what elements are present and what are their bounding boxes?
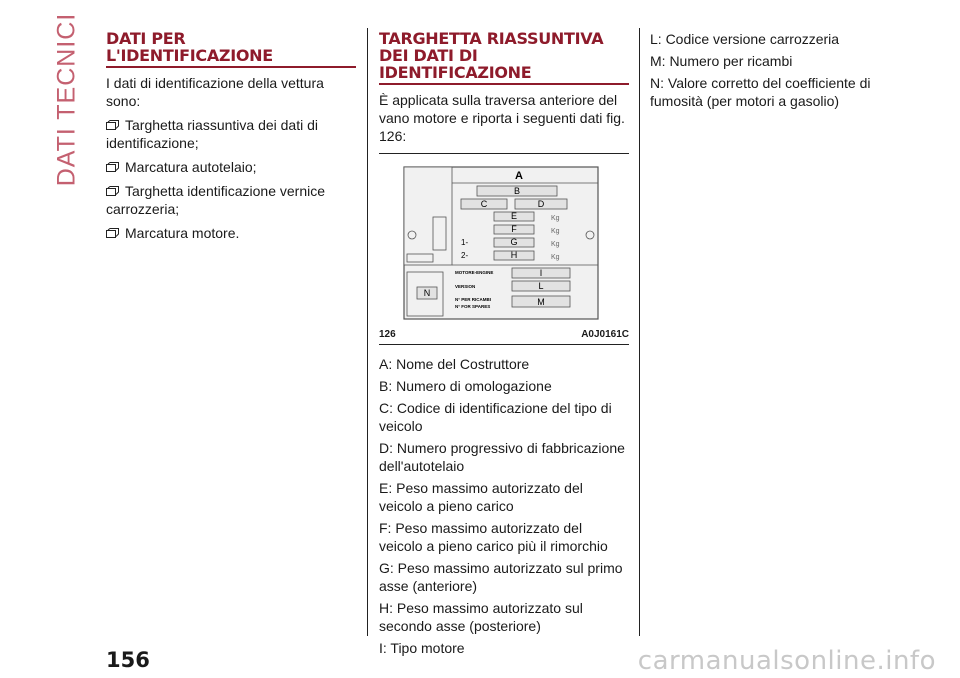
- checkbox-bullet-icon: [106, 120, 119, 130]
- figure-number: 126: [379, 329, 396, 340]
- list-item: Targhetta riassuntiva dei dati di identificazione;: [106, 117, 318, 151]
- legend-item: L: Codice versione carrozzeria: [650, 31, 840, 47]
- axle-label: 1-: [461, 238, 469, 247]
- unit-label: Kg: [551, 241, 560, 248]
- figure-code: A0J0161C: [581, 329, 629, 340]
- legend-item: F: Peso massimo autorizzato del veicolo a pieno carico più il rimorchio: [379, 520, 608, 554]
- plate-field-d: D: [537, 199, 545, 209]
- section-tab-label: DATI TECNICI: [52, 12, 81, 186]
- plate-field-a: A: [515, 170, 523, 182]
- legend-item: G: Peso massimo autorizzato sul primo asse (anteriore): [379, 560, 623, 594]
- version-label: VERSION: [455, 284, 476, 289]
- legend-item: D: Numero progressivo di fabbricazione dell'autotelaio: [379, 440, 625, 474]
- column-divider: [639, 28, 640, 636]
- column-identification: [106, 30, 356, 242]
- legend-item: C: Codice di identificazione del tipo di veicolo: [379, 400, 612, 434]
- plate-field-h: H: [510, 250, 518, 260]
- plate-field-l: L: [538, 281, 544, 291]
- id-plate-diagram: [379, 164, 629, 322]
- engine-label: MOTORE-ENGINE: [455, 270, 494, 275]
- legend-item: I: Tipo motore: [379, 640, 465, 656]
- plate-field-m: M: [537, 297, 545, 307]
- spares-label: N° PER RICAMBI: [455, 297, 492, 302]
- plate-field-f: F: [511, 224, 517, 234]
- checkbox-bullet-icon: [106, 162, 119, 172]
- plate-field-g: G: [510, 237, 518, 247]
- heading-identification: DATI PER L'IDENTIFICAZIONE: [106, 30, 356, 68]
- unit-label: Kg: [551, 228, 560, 235]
- plate-field-e: E: [510, 211, 518, 221]
- plate-intro: È applicata sulla traversa anteriore del vano motore e riporta i seguenti dati fig. 126:: [379, 92, 625, 144]
- watermark: carmanualsonline.info: [637, 646, 936, 676]
- plate-legend-continued: [650, 30, 900, 110]
- plate-field-n: N: [423, 288, 431, 298]
- legend-item: M: Numero per ricambi: [650, 53, 793, 69]
- plate-field-i: I: [539, 268, 543, 278]
- list-item: Marcatura motore.: [106, 224, 356, 242]
- unit-label: Kg: [551, 215, 560, 222]
- list-item: Marcatura autotelaio;: [106, 158, 356, 176]
- column-plate: [379, 30, 629, 661]
- plate-field-b: B: [513, 186, 521, 196]
- spares-label: N° FOR SPARES: [455, 304, 491, 309]
- figure-126: [379, 153, 629, 345]
- list-item: Targhetta identificazione vernice carrozzeria;: [106, 183, 326, 217]
- legend-item: N: Valore corretto del coefficiente di fumosità (per motori a gasolio): [650, 75, 871, 109]
- legend-item: B: Numero di omologazione: [379, 378, 552, 394]
- column-legend-continued: [650, 30, 900, 114]
- checkbox-bullet-icon: [106, 186, 119, 196]
- page-number: 156: [106, 648, 150, 672]
- axle-label: 2-: [461, 251, 469, 260]
- checkbox-bullet-icon: [106, 228, 119, 238]
- column-divider: [367, 28, 368, 636]
- unit-label: Kg: [551, 254, 560, 261]
- legend-item: A: Nome del Costruttore: [379, 356, 530, 372]
- section-tab: [52, 12, 82, 186]
- legend-item: H: Peso massimo autorizzato sul secondo asse (posteriore): [379, 600, 583, 634]
- intro-text: I dati di identificazione della vettura sono:: [106, 75, 324, 109]
- plate-legend: [379, 355, 629, 657]
- figure-caption: [379, 329, 629, 340]
- legend-item: E: Peso massimo autorizzato del veicolo a pieno carico: [379, 480, 583, 514]
- plate-field-c: C: [480, 199, 488, 209]
- heading-plate: TARGHETTA RIASSUNTIVA DEI DATI DI IDENTIFICAZIONE: [379, 30, 629, 85]
